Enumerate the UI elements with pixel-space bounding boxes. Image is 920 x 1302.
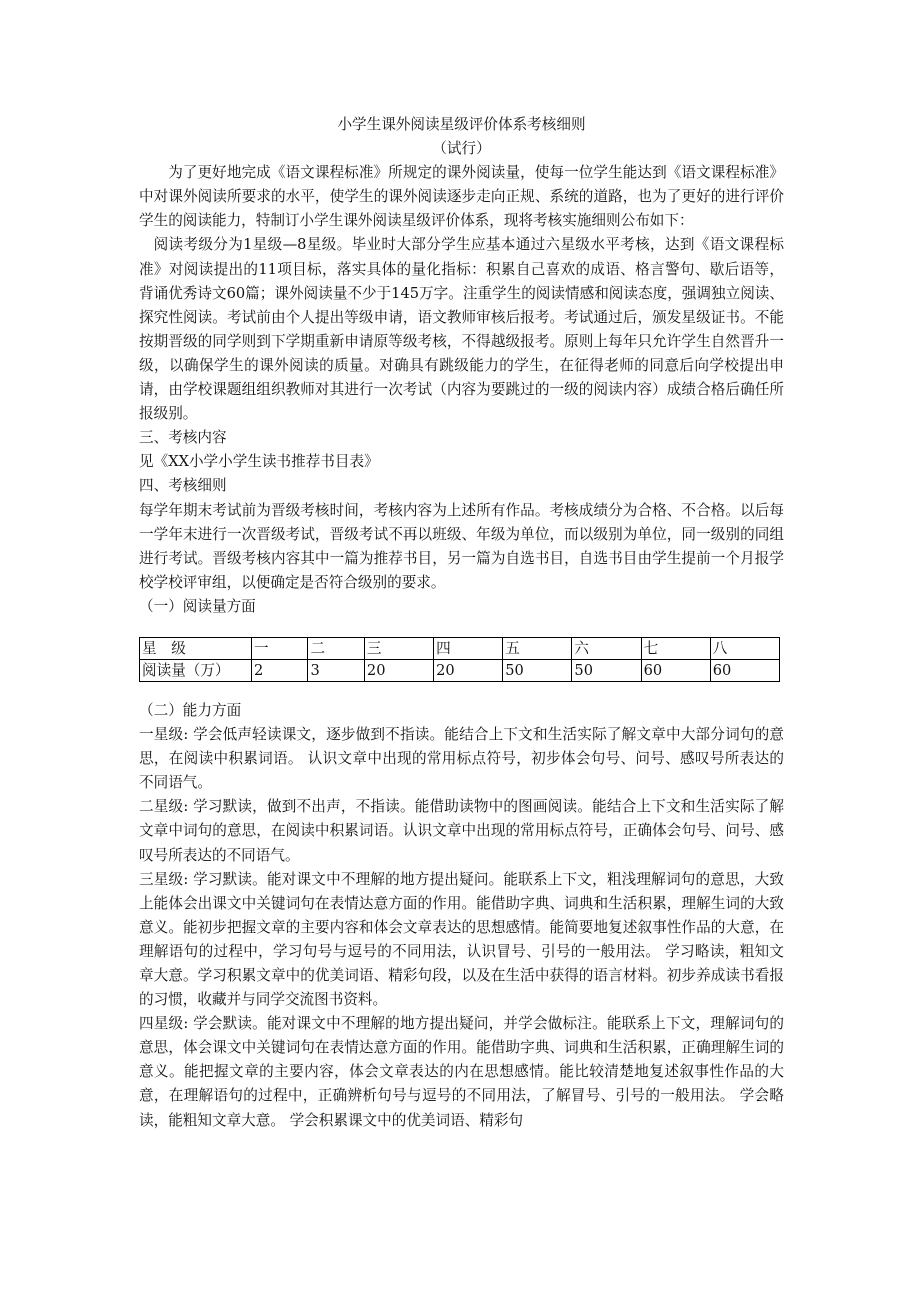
star-level-2: 二星级: 学习默读，做到不出声，不指读。能借助读物中的图画阅读。能结合上下文和生活实际了解文章中词句的意思，在阅读中积累词语。认识文章中出现的常用标点符号，正确体会句号、问号、感叹号所表达的不同语气。 [139,798,784,864]
section-3-body: 见《XX小学小学生读书推荐书目表》 [139,453,379,471]
table-cell: 六 [572,637,641,659]
document-subtitle: （试行） [432,140,491,158]
table-row-amounts [140,659,780,681]
subsection-reading-amount: （一）阅读量方面 [139,597,256,615]
table-cell: 三 [364,637,433,659]
table-cell: 2 [252,659,308,681]
table-cell: 20 [434,659,503,681]
star-level-1: 一星级: 学会低声轻读课文，逐步做到不指读。能结合上下文和生活实际了解文章中大部分词句的意思，在阅读中积累词语。 认识文章中出现的常用标点符号，初步体会句号、问号、感叹号所表达的不同语气。 [139,726,784,792]
table-row-levels [140,637,780,659]
table-cell: 四 [434,637,503,659]
table-cell: 60 [710,659,779,681]
section-4-body: 每学年期末考试前为晋级考核时间，考核内容为上述所有作品。考核成绩分为合格、不合格。以后每一学年末进行一次晋级考试，晋级考试不再以班级、年级为单位，而以级别为单位，同一级别的同组进行考试。晋级考核内容其中一篇为推荐书目，另一篇为自选书目，自选书目由学生提前一个月报学校学校评审组，以便确定是否符合级别的要求。 [139,501,784,591]
levels-paragraph: 阅读考级分为1星级—8星级。毕业时大部分学生应基本通过六星级水平考核，达到《语文课程标准》对阅读提出的11项目标，落实具体的量化指标：积累自己喜欢的成语、格言警句、歇后语等，背诵优秀诗文60篇；课外阅读量不少于145万字。注重学生的阅读情感和阅读态度，强调独立阅读、探究性阅读。考试前由个人提出等级申请，语文教师审核后报考。考试通过后，颁发星级证书。不能按期晋级的同学则到下学期重新申请原等级考核，不得越级报考。原则上每年只允许学生自然晋升一级，以确保学生的课外阅读的质量。对确具有跳级能力的学生，在征得老师的同意后向学校提出申请，由学校课题组组织教师对其进行一次考试（内容为要跳过的一级的阅读内容）成绩合格后确任所报级别。 [139,236,784,423]
section-4-heading: 四、考核细则 [139,477,227,495]
subsection-ability: （二）能力方面 [139,701,242,719]
star-level-4: 四星级: 学会默读。能对课文中不理解的地方提出疑问，并学会做标注。能联系上下文，理解词句的意思，体会课文中关键词句在表情达意方面的作用。能借助字典、词典和生活积累，正确理解生词的意义。能把握文章的主要内容，体会文章表达的内在思想感情。能比较清楚地复述叙事性作品的大意，在理解语句的过程中，正确辨析句号与逗号的不同用法，了解冒号、引号的一般用法。 学会略读，能粗知文章大意。 学会积累课文中的优美词语、精彩句 [139,1015,784,1129]
document-body [139,113,784,1133]
table-cell-label: 星 级 [140,637,252,659]
table-cell: 二 [308,637,364,659]
table-cell: 五 [503,637,572,659]
star-level-3: 三星级: 学习默读。能对课文中不理解的地方提出疑问。能联系上下文，粗浅理解词句的意思，大致上能体会出课文中关键词句在表情达意方面的作用。能借助字典、词典和生活积累，理解生词的大致意义。能初步把握文章的主要内容和体会文章表达的思想感情。能简要地复述叙事性作品的大意，在理解语句的过程中，学习句号与逗号的不同用法，认识冒号、引号的一般用法。 学习略读，粗知文章大意。学习积累文章中的优美词语、精彩句段，以及在生活中获得的语言材料。初步养成读书看报的习惯，收藏并与同学交流图书资料。 [139,870,784,1009]
table-cell: 50 [572,659,641,681]
document-title: 小学生课外阅读星级评价体系考核细则 [337,116,586,133]
table-cell: 20 [364,659,433,681]
section-3-heading: 三、考核内容 [139,429,227,447]
table-cell: 八 [710,637,779,659]
intro-paragraph: 为了更好地完成《语文课程标准》所规定的课外阅读量，使每一位学生能达到《语文课程标准》中对课外阅读所要求的水平，使学生的课外阅读逐步走向正规、系统的道路，也为了更好的进行评价学生的阅读能力，特制订小学生课外阅读星级评价体系，现将考核实施细则公布如下： [139,164,784,230]
table-cell: 七 [641,637,710,659]
table-cell: 60 [641,659,710,681]
table-cell: 50 [503,659,572,681]
table-cell: 一 [252,637,308,659]
table-cell: 3 [308,659,364,681]
reading-amount-table [139,637,780,682]
table-cell-label: 阅读量（万） [140,659,252,681]
